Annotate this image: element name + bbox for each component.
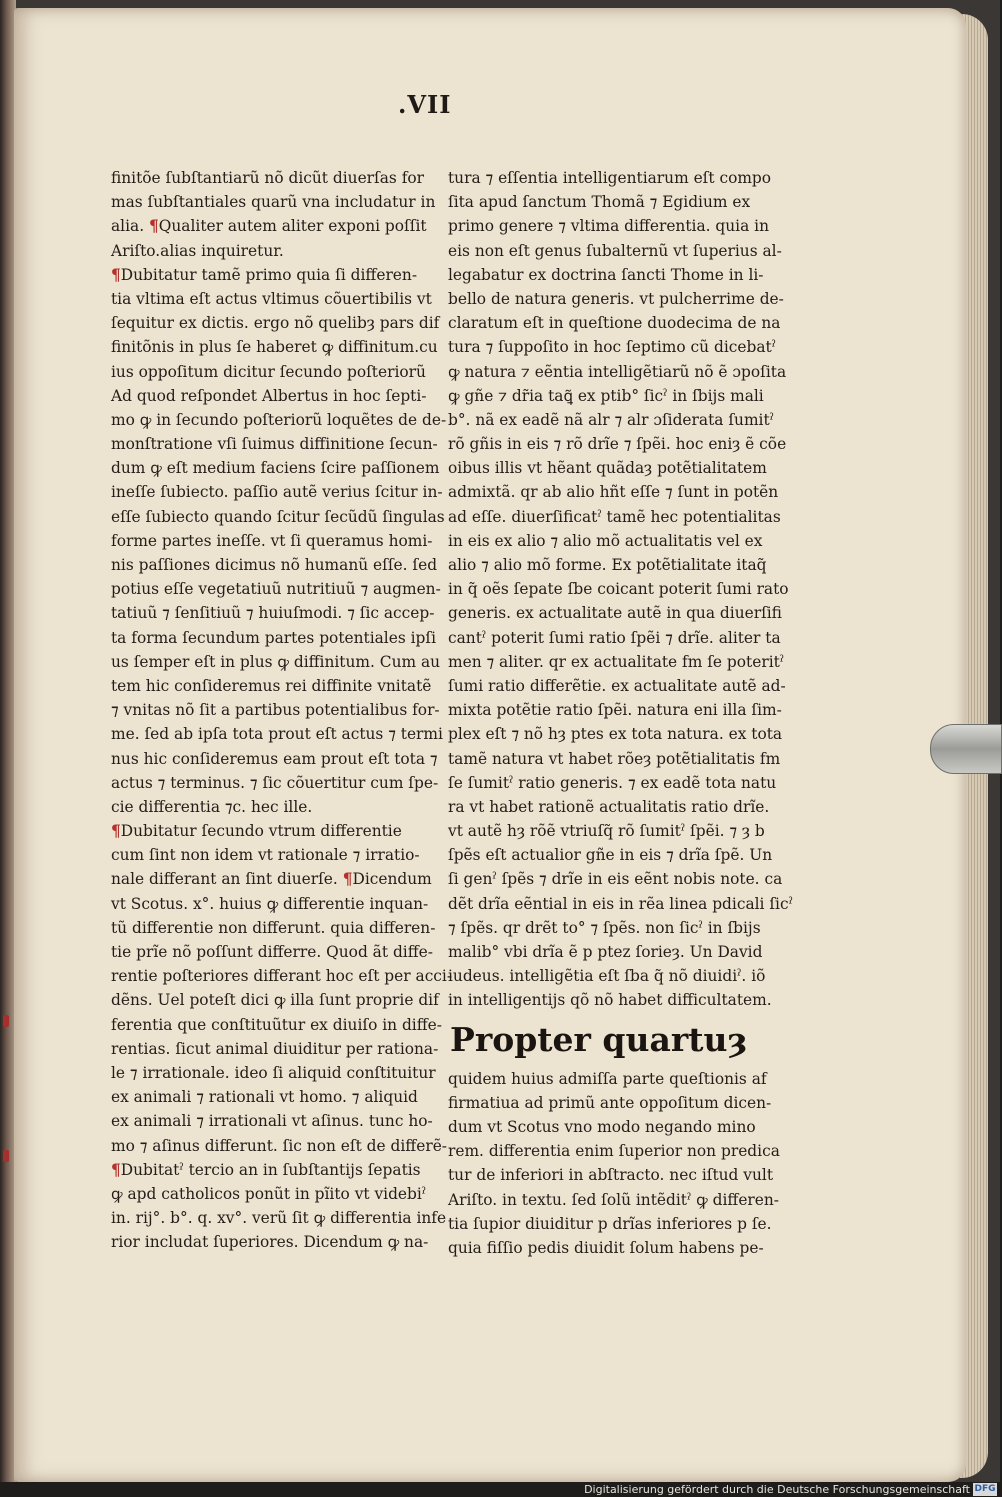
text-line: plex eſt ⁊ nõ hȝ ptes ex tota natura. ex tota (448, 725, 783, 744)
text-line: tem hic conſideremus rei diffinite vnitatẽ (111, 676, 432, 695)
text-line: claratum eſt in queſtione duodecima de na (448, 314, 781, 333)
text-line: tia ſupior diuiditur p drĩas inferiores p ſe. (448, 1214, 772, 1233)
text-line: oibus illis vt hẽant quãdaȝ potẽtialitatem (448, 459, 767, 478)
text-line: generis. ex actualitate autẽ in qua diuerſifi (448, 604, 782, 623)
text-line: rõ gñis in eis ⁊ rõ drĩe ⁊ ſpẽi. hoc eniȝ ẽ cõe (448, 435, 787, 454)
text-line: ex animali ⁊ irrationali vt aſinus. tunc ho- (111, 1112, 433, 1131)
footer (0, 1482, 1000, 1497)
text-line: in eis ex alio ⁊ alio mõ actualitatis vel ex (448, 531, 763, 550)
text-line: dum ꝙ eſt medium faciens ſcire paſſionem (111, 459, 440, 478)
text-line: nis paſſiones dicimus nõ humanũ eſſe. ſed (111, 556, 438, 574)
text-line: finitõe ſubſtantiarũ nõ dicũt diuerſas for (111, 169, 425, 187)
text-line: mo ꝙ in ſecundo poſteriorũ loquẽtes de de- (111, 410, 447, 429)
text-line: nale differant an ſint diuerſe. ¶Dicendum (111, 870, 432, 889)
text-line: ſita apud ſanctum Thomã ⁊ Egidium ex (448, 193, 751, 212)
text-line: iudeus. intelligẽtia eſt ſba q̃ nõ diuidiˀ. iõ (448, 967, 766, 986)
text-line: rentie poſteriores differant hoc eſt per acci- (111, 967, 453, 986)
text-line: rem. differentia enim ſuperior non predica (448, 1142, 780, 1161)
text-line: mixta potẽtie ratio ſpẽi. natura eni illa ſim- (448, 701, 782, 720)
text-line: le ⁊ irrationale. ideo ſi aliquid conſtituitur (111, 1063, 436, 1082)
text-line: eſſe ſubiecto quando ſcitur ſecũdũ ſingulas (111, 507, 445, 526)
text-line: quidem huius admiſſa parte queſtionis af (448, 1069, 767, 1088)
text-line: me. ſed ab ipſa tota prout eſt actus ⁊ termi (111, 725, 443, 744)
text-line: tia vltima eſt actus vltimus cõuertibilis vt (111, 289, 432, 308)
text-line: cum ſint non idem vt rationale ⁊ irratio- (111, 846, 420, 865)
text-line: in intelligentijs qõ nõ habet difficultatem. (448, 991, 772, 1010)
dfg-logo: DFG (974, 1484, 996, 1494)
text-line: monſtratione vſi ſuimus diffinitione ſecun- (111, 435, 438, 454)
text-line: ¶Dubitatˀ tercio an in ſubſtantijs ſepatis (111, 1160, 421, 1179)
left-column (111, 166, 453, 1254)
text-line: tura ⁊ eſſentia intelligentiarum eſt compo (448, 169, 772, 187)
text-line: potius eſſe vegetatiuũ nutritiuũ ⁊ augmen- (111, 580, 441, 599)
text-line: rentias. ſicut animal diuiditur per rationa- (111, 1039, 439, 1058)
text-line: alia. ¶Qualiter autem aliter exponi poſſit (111, 217, 427, 236)
text-line: tie prĩe nõ poſſunt differre. Quod ãt diffe- (111, 943, 433, 961)
text-line: mo ⁊ aſinus differunt. ſic non eſt de differẽ- (111, 1136, 448, 1155)
text-line: ¶Dubitatur tamẽ primo quia ſi differen- (111, 265, 418, 284)
text-line: us ſemper eſt in plus ꝙ diffinitum. Cum au (111, 652, 441, 671)
text-line: malib° vbi drĩa ẽ p ptez ſorieȝ. Un David (448, 943, 763, 961)
text-line: ſpẽs eſt actualior gñe in eis ⁊ drĩa ſpẽ. Un (448, 846, 773, 865)
text-line: quia fiſſio pedis diuidit ſolum habens pe- (448, 1238, 764, 1257)
text-line: alio ⁊ alio mõ forme. Ex potẽtialitate itaq̃ (448, 556, 767, 574)
text-line: tur de inferiori in abſtracto. nec iſtud vult (448, 1166, 774, 1185)
text-line: admixtã. qr ab alio hñt eſſe ⁊ ſunt in potẽn (448, 483, 779, 502)
text-line: tũ differentie non differunt. quia differen- (111, 918, 436, 937)
right-column-bottom (448, 1067, 780, 1261)
text-line: legabatur ex doctrina ſancti Thome in li- (448, 265, 764, 284)
text-line: Ariſto.alias inquiretur. (111, 241, 284, 260)
text-line: mas ſubſtantiales quarũ vna includatur in (111, 193, 436, 212)
text-line: dum vt Scotus vno modo negando mino (448, 1117, 756, 1136)
text-line: ꝙ apd catholicos ponũt in pĩito vt videbiˀ (111, 1184, 427, 1203)
right-column-top (448, 166, 793, 1013)
right-column (448, 166, 793, 1260)
text-line: rior includat ſuperiores. Dicendum ꝙ na- (111, 1233, 429, 1252)
text-line: ta forma ſecundum partes potentiales ipſi (111, 628, 437, 647)
text-line: dẽns. Uel poteſt dici ꝙ illa ſunt proprie dif (111, 991, 439, 1010)
text-line: Ad quod reſpondet Albertus in hoc ſepti- (111, 386, 427, 405)
text-line: ad eſſe. diuerſificatˀ tamẽ hec potentialitas (448, 507, 781, 526)
text-line: ineſſe ſubiecto. paſſio autẽ verius ſcitur in- (111, 483, 443, 502)
text-line: ſequitur ex dictis. ergo nõ quelibȝ pars dif (111, 314, 440, 333)
text-line: in. rij°. b°. q. xv°. verũ ſit ꝙ differentia infe (111, 1209, 447, 1228)
text-line: eis non eſt genus ſubalternũ vt ſuperius al- (448, 241, 782, 260)
text-line: ⁊ ſpẽs. qr drẽt to° ⁊ ſpẽs. non ſicˀ in ſbijs (448, 918, 761, 937)
text-line: cie differentia ⁊c. hec ille. (111, 797, 313, 816)
text-line: tatiuũ ⁊ ſenſitiuũ ⁊ huiuſmodi. ⁊ ſic accep- (111, 604, 435, 623)
text-line: nus hic conſideremus eam prout eſt tota ⁊ (111, 749, 438, 768)
text-line: b°. nã ex eadẽ nã alr ⁊ alr ɔſiderata ſumitˀ (448, 410, 774, 429)
text-line: ſi genˀ ſpẽs ⁊ drĩe in eis eẽnt nobis note. ca (448, 870, 783, 889)
text-line: Ariſto. in textu. ſed ſolũ intẽditˀ ꝙ differen- (448, 1190, 780, 1209)
funding-credit: Digitalisierung gefördert durch die Deutsche Forschungsgemeinschaft (584, 1483, 970, 1496)
text-line: primo genere ⁊ vltima differentia. quia in (448, 217, 770, 236)
text-line: ra vt habet rationẽ actualitatis ratio drĩe. (448, 797, 770, 816)
text-line: firmatiua ad primũ ante oppoſitum dicen- (448, 1093, 772, 1112)
text-line: ſumi ratio differẽtie. ex actualitate autẽ ad- (448, 676, 786, 695)
page (14, 8, 966, 1482)
text-line: dẽt drĩa eẽntial in eis in rẽa linea pdicali ſicˀ (448, 894, 793, 913)
folio-number: .VII (398, 90, 452, 119)
text-line: ius oppoſitum dicitur ſecundo poſteriorũ (111, 362, 426, 381)
text-line: actus ⁊ terminus. ⁊ ſic cõuertitur cum ſpe- (111, 773, 439, 792)
text-line: in q̃ oẽs ſepate ſbe coicant poterit ſumi rato (448, 580, 789, 599)
text-line: ¶Dubitatur ſecundo vtrum differentie (111, 822, 402, 841)
text-line: ⁊ vnitas nõ ſit a partibus potentialibus for- (111, 701, 440, 720)
text-line: tamẽ natura vt habet rõeȝ potẽtialitatis fm (448, 749, 781, 768)
text-line: tura ⁊ ſuppoſito in hoc ſeptimo cũ dicebatˀ (448, 338, 776, 357)
text-line: ferentia que conſtituũtur ex diuiſo in diffe- (111, 1015, 442, 1034)
text-line: finitõnis in plus ſe haberet ꝙ diffinitum.cu (111, 338, 438, 357)
section-heading: Propter quartuȝ (450, 1019, 748, 1059)
text-line: ꝙ natura ⁊ eẽntia intelligẽtiarũ nõ ẽ ɔpoſita (448, 362, 787, 381)
text-line: forme partes ineſſe. vt ſi queramus homi- (111, 531, 433, 550)
text-line: ſe ſumitˀ ratio generis. ⁊ ex eadẽ tota natu (448, 773, 777, 792)
text-line: ꝙ gñe ⁊ dr̃ia taꝗ̃ ex ptib° ſicˀ in ſbijs mali (448, 386, 764, 405)
text-line: bello de natura generis. vt pulcherrime de- (448, 289, 784, 308)
book-clip (930, 724, 1002, 774)
text-line: ex animali ⁊ rationali vt homo. ⁊ aliquid (111, 1088, 418, 1107)
text-line: vt Scotus. x°. huius ꝙ differentie inquan- (111, 894, 429, 913)
text-line: vt autẽ hȝ rõẽ vtriuſq̃ rõ ſumitˀ ſpẽi. ⁊ ȝ b (448, 822, 765, 841)
text-line: cantˀ poterit ſumi ratio ſpẽi ⁊ drĩe. aliter ta (448, 628, 781, 647)
text-line: men ⁊ aliter. qr ex actualitate fm ſe poteritˀ (448, 652, 785, 671)
